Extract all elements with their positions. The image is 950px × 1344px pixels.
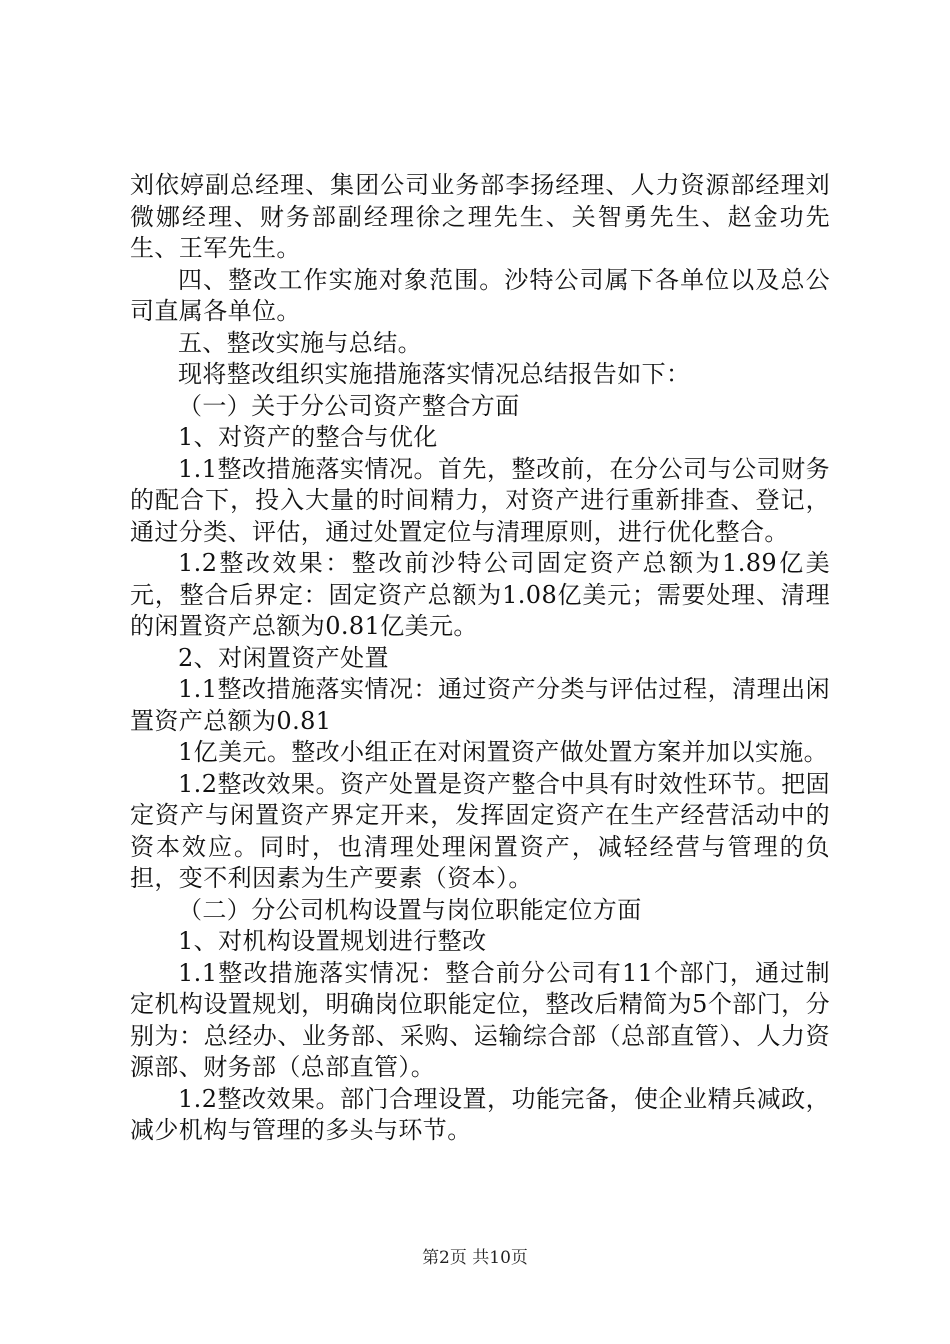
subheading-idle-assets: 2、对闲置资产处置: [178, 643, 389, 672]
paragraph-idle-measures: 1.1整改措施落实情况：通过资产分类与评估过程，清理出闲置资产总额为0.81: [130, 675, 830, 735]
paragraph-org-effect: 1.2整改效果。部门合理设置，功能完备，使企业精兵减政，减少机构与管理的多头与环节。: [130, 1084, 830, 1144]
document-body: [130, 170, 830, 1147]
heading-asset-integration: （一）关于分公司资产整合方面: [178, 391, 520, 420]
paragraph-org-measures: 1.1整改措施落实情况：整合前分公司有11个部门，通过制定机构设置规划，明确岗位职能定位，整改后精简为5个部门，分别为：总经办、业务部、采购、运输综合部（总部直管）、人力资源部、财务部（总部直管）。: [130, 958, 830, 1081]
paragraph-report-intro: 现将整改组织实施措施落实情况总结报告如下：: [178, 360, 691, 388]
subheading-asset-optimization: 1、对资产的整合与优化: [178, 423, 438, 451]
page-number-footer: 第2页 共10页: [422, 1248, 528, 1268]
paragraph-asset-effect: 1.2整改效果：整改前沙特公司固定资产总额为1.89亿美元，整合后界定：固定资产总额为1.08亿美元；需要处理、清理的闲置资产总额为0.81亿美元。: [130, 549, 830, 640]
heading-org-structure: （二）分公司机构设置与岗位职能定位方面: [178, 895, 642, 924]
paragraph-section-four: 四、整改工作实施对象范围。沙特公司属下各单位以及总公司直属各单位。: [130, 265, 830, 325]
subheading-org-planning: 1、对机构设置规划进行整改: [178, 927, 487, 955]
paragraph-attendees: 刘依婷副总经理、集团公司业务部李扬经理、人力资源部经理刘微娜经理、财务部副经理徐之理先生、关智勇先生、赵金功先生、王军先生。: [130, 171, 830, 262]
paragraph-idle-effect: 1.2整改效果。资产处置是资产整合中具有时效性环节。把固定资产与闲置资产界定开来，发挥固定资产在生产经营活动中的资本效应。同时，也清理处理闲置资产，减轻经营与管理的负担，变不利因素为生产要素（资本）。: [130, 769, 830, 892]
paragraph-asset-measures: 1.1整改措施落实情况。首先，整改前，在分公司与公司财务的配合下，投入大量的时间精力，对资产进行重新排查、登记，通过分类、评估，通过处置定位与清理原则，进行优化整合。: [130, 454, 830, 546]
paragraph-section-five: 五、整改实施与总结。: [178, 328, 422, 357]
paragraph-idle-plan: 1亿美元。整改小组正在对闲置资产做处置方案并加以实施。: [178, 738, 829, 766]
